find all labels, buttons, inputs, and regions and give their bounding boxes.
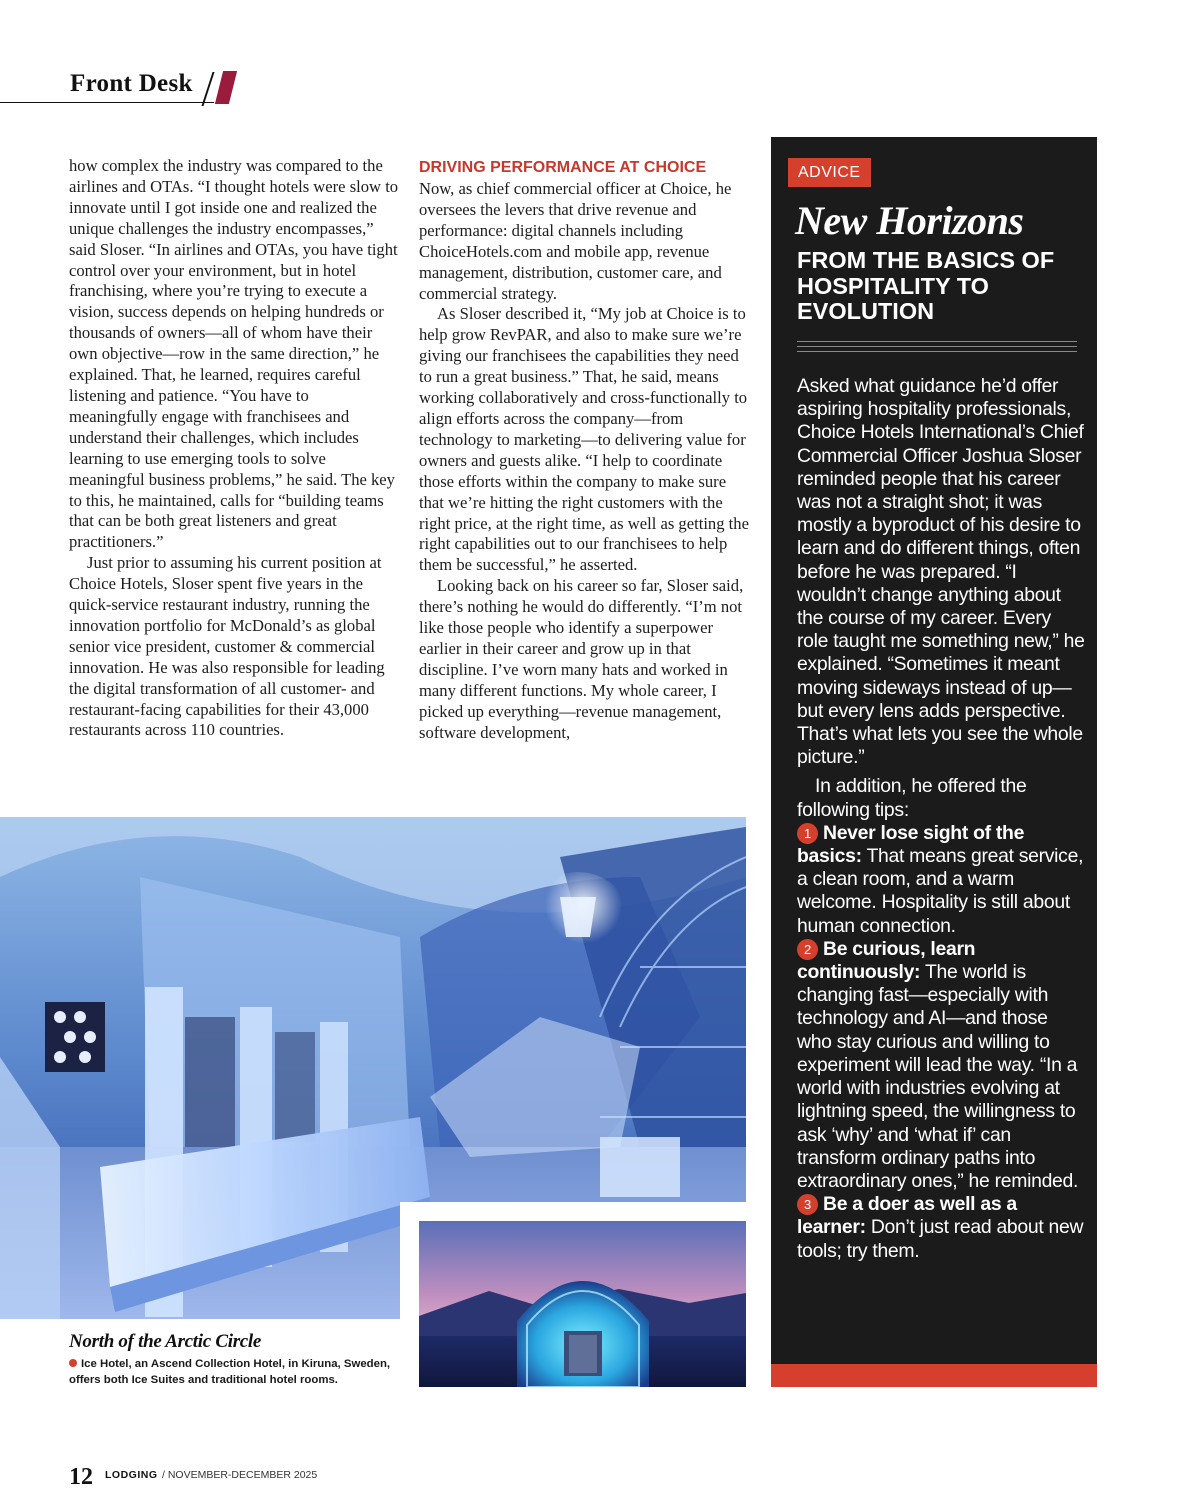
tip-number-icon: 1 <box>797 823 818 844</box>
caption-bullet-icon <box>69 1359 77 1367</box>
photo-caption <box>69 1330 399 1388</box>
header-rule <box>0 102 214 103</box>
sidebar-intro: Asked what guidance he’d offer aspiring hospitality professionals, Choice Hotels International’s Chief Commercial Officer Joshua Sloser reminded people that his career was not a straight shot; it was mostly a byproduct of his desire to learn and do different things, often before he was prepared. “I wouldn’t change anything about the course of my career. Every role taught me something new,” he explained. “Sometimes it meant moving sideways instead of up—but every lens adds perspective. That’s what lets you see the whole picture.” <box>797 375 1085 769</box>
article-paragraph: Just prior to assuming his current position at Choice Hotels, Sloser spent five years in the quick-service restaurant industry, running the innovation portfolio for McDonald’s as global senior vice president, customer & commercial innovation. He was also responsible for leading the digital transformation of all customer- and restaurant-facing capabilities for their 43,000 restaurants across 110 countries. <box>69 553 385 740</box>
sidebar-body <box>797 375 1087 1263</box>
magazine-name: LODGING <box>105 1469 158 1481</box>
article-paragraph: As Sloser described it, “My job at Choice is to help grow RevPAR, and also to make sure we’re giving our franchisees the capabilities they need to run a great business.” That, he said, means working collaboratively and cross-functionally to align efforts across the company—from technology to marketing—to delivering value for owners and guests alike. “I help to coordinate those efforts within the company to make sure that we’re hitting the right customers with the right price, at the right time, as well as getting the right capabilities out to our franchisees to help them be successful,” he asserted. <box>419 304 749 575</box>
tip-item <box>797 1193 1087 1263</box>
article-column-1 <box>69 156 401 741</box>
section-label: Front Desk <box>70 70 193 97</box>
tip-title: Never lose sight of the basics: <box>797 821 1025 868</box>
sidebar-rules <box>797 341 1077 355</box>
tip-number-icon: 3 <box>797 1194 818 1215</box>
sidebar-lead: In addition, he offered the following tips: <box>797 775 1027 821</box>
tip-text: That means great service, a clean room, and a warm welcome. Hospitality is still about human connection. <box>797 845 1084 937</box>
caption-text-block <box>69 1356 399 1388</box>
tip-text: Don’t just read about new tools; try them. <box>797 1216 1084 1262</box>
advice-tag: ADVICE <box>788 158 871 187</box>
tip-title: Be a doer as well as a learner: <box>797 1193 1017 1239</box>
tip-item <box>797 938 1087 1193</box>
article-paragraph: Looking back on his career so far, Sloser said, there’s nothing he would do differently. “I’m not like those people who identify a superpower earlier in their career and grow up in that discipline. I’ve worn many hats and worked in many different functions. My whole career, I picked up everything—revenue management, software development, <box>419 576 744 742</box>
sidebar-subtitle: FROM THE BASICS OF HOSPITALITY TO EVOLUTION <box>797 247 1055 324</box>
caption-text: Ice Hotel, an Ascend Collection Hotel, in Kiruna, Sweden, offers both Ice Suites and traditional hotel rooms. <box>69 1358 391 1386</box>
tip-number-icon: 2 <box>797 939 818 960</box>
tip-title: Be curious, learn continuously: <box>797 937 976 984</box>
ice-hotel-exterior-photo <box>419 1221 746 1387</box>
page-number: 12 <box>69 1464 93 1490</box>
section-subhead: DRIVING PERFORMANCE AT CHOICE <box>419 159 707 176</box>
section-header <box>0 66 240 106</box>
caption-title: North of the Arctic Circle <box>69 1331 262 1352</box>
article-paragraph: how complex the industry was compared to the airlines and OTAs. “I thought hotels were slow to innovate until I got inside one and realized the unique challenges the industry encompasses,” said Sloser. “In airlines and OTAs, you have tight control over your environment, but in hotel franchising, where you’re trying to execute a vision, success depends on helping hundreds or thousands of owners—all of whom have their own objective—row in the same direction,” he explained. That, he learned, requires careful listening and patience. “You have to meaningfully engage with franchisees and understand their challenges, which includes learning to use emerging tools to solve meaningful business problems,” he said. The key to this, he maintained, calls for “building teams that can be both great listeners and great practitioners.” <box>69 156 399 552</box>
sidebar-title: New Horizons <box>795 198 1024 243</box>
tip-text: The world is changing fast—especially with technology and AI—and those who stay curious and willing to experiment will lead the way. “In a world with industries evolving at lightning speed, the willingness to ask ‘why’ and ‘what if’ can transform ordinary paths into extraordinary ones,” he reminded. <box>797 961 1079 1192</box>
issue-date: / NOVEMBER-DECEMBER 2025 <box>162 1469 318 1481</box>
article-column-2 <box>419 156 751 743</box>
tip-item <box>797 822 1087 938</box>
header-slash <box>201 72 214 106</box>
header-accent-mark <box>215 71 237 104</box>
sidebar-bottom-bar <box>771 1364 1097 1387</box>
article-paragraph: Now, as chief commercial officer at Choice, he oversees the levers that drive revenue and performance: digital channels including ChoiceHotels.com and mobile app, revenue management, distribution, customer care, and commercial strategy. <box>419 179 732 303</box>
advice-sidebar <box>771 137 1097 1387</box>
